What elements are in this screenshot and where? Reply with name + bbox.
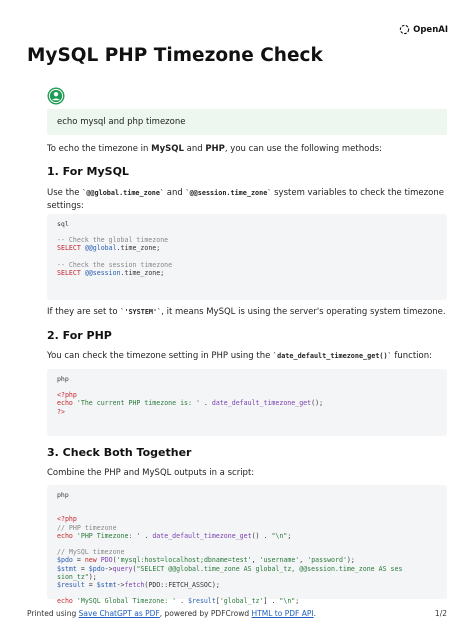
code-language-label: php [57,491,69,499]
user-prompt: echo mysql and php timezone [47,109,447,135]
heading-for-php: 2. For PHP [47,329,112,342]
openai-logo-icon [399,24,410,35]
code-language-label: sql [57,220,69,228]
page-number: 1/2 [434,609,447,618]
html-to-pdf-api-link[interactable]: HTML to PDF API [251,609,314,618]
php-description: You can check the timezone setting in PHP using the `date_default_timezone_get()` function: [47,351,432,361]
combined-code: <?php // PHP timezone echo 'PHP Timezone: ' . date_default_timezone_get() . "\n"; // MySQL timezone $pdo = new PDO('mysql:host=localhost;dbname=test', 'username', 'password'); $stmt = $pdo->query("SELECT @@global.time_zone AS global_tz, @@session.time_zone AS ses sion_tz"); $result = $stmt->fetch(PDO::FETCH_ASSOC); echo 'MySQL Global Timezone: ' . $result['global_tz'] . "\n"; [57,515,403,606]
code-language-label: php [57,375,69,383]
openai-brand [399,24,448,35]
save-chatgpt-pdf-link[interactable]: Save ChatGPT as PDF [78,609,160,618]
php-code-block[interactable] [47,369,447,436]
inline-code: `@@session.time_zone` [185,189,272,197]
sql-code-block[interactable] [47,214,447,300]
inline-code: `@@global.time_zone` [82,189,165,197]
inline-code: `'SYSTEM'` [120,308,162,316]
heading-for-mysql: 1. For MySQL [47,165,129,178]
php-code: <?php echo 'The current PHP timezone is: ' . date_default_timezone_get(); ?> [57,391,324,416]
mysql-description: Use the `@@global.time_zone` and `@@session.time_zone` system variables to check the timezone settings: [47,188,444,211]
brand-name: OpenAI [413,24,448,35]
page-title: MySQL PHP Timezone Check [27,45,323,66]
user-avatar-icon [47,87,65,105]
footer: Printed using Save ChatGPT as PDF, powered by PDFCrowd HTML to PDF API. [27,609,316,618]
inline-code: `date_default_timezone_get()` [273,352,392,360]
system-note: If they are set to `'SYSTEM'`, it means MySQL is using the server's operating system timezone. [47,307,446,317]
combine-text: Combine the PHP and MySQL outputs in a script: [47,468,255,478]
heading-check-both: 3. Check Both Together [47,446,192,459]
intro-text: To echo the timezone in MySQL and PHP, you can use the following methods: [47,144,383,154]
combined-code-block[interactable] [47,485,447,606]
sql-code: -- Check the global timezone SELECT @@global.time_zone; -- Check the session timezone SELECT @@session.time_zone; [57,236,173,278]
